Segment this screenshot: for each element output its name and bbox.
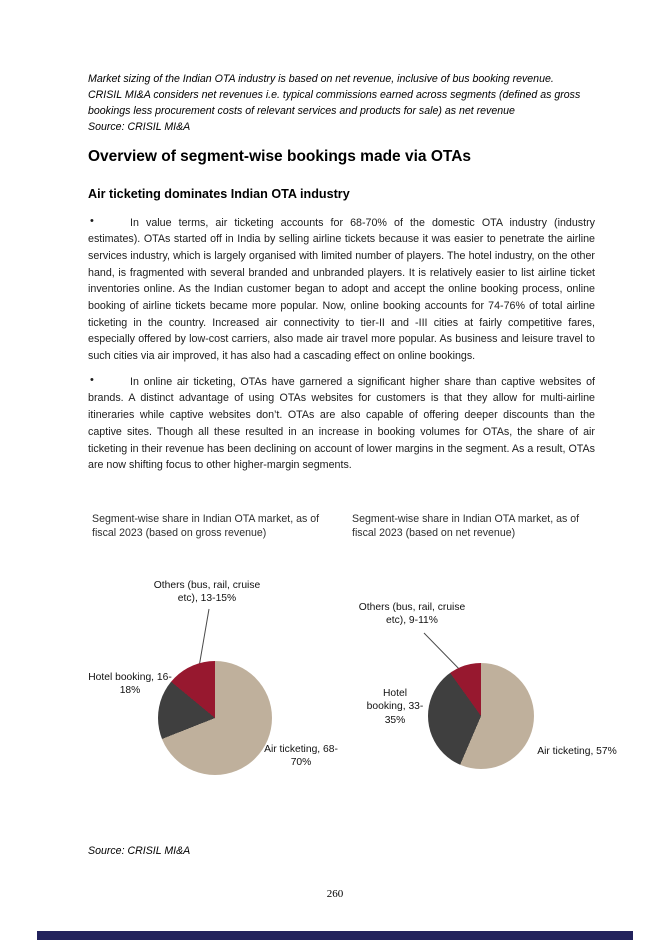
pie-chart-gross-revenue [158, 661, 272, 775]
pie-label-others-gross: Others (bus, rail, cruise etc), 13-15% [153, 579, 261, 605]
pie-label-hotel-gross: Hotel booking, 16-18% [88, 671, 172, 697]
bullet-icon: • [90, 373, 94, 386]
pie-label-others-net: Others (bus, rail, cruise etc), 9-11% [358, 601, 466, 627]
bullet-icon: • [90, 214, 94, 227]
bullet-paragraph-2 [88, 374, 595, 474]
intro-line-1: Market sizing of the Indian OTA industry is based on net revenue, inclusive of bus booking revenue. [88, 73, 554, 85]
page-number: 260 [326, 888, 344, 900]
pie-label-air-net: Air ticketing, 57% [537, 745, 617, 757]
chart-title-net-revenue: Segment-wise share in Indian OTA market, as of fiscal 2023 (based on net revenue) [352, 513, 580, 540]
pie-label-air-gross: Air ticketing, 68-70% [264, 743, 338, 769]
pie-label-hotel-net: Hotel booking, 33-35% [366, 687, 424, 726]
section-subheading: Air ticketing dominates Indian OTA industry [88, 186, 350, 201]
bullet-text-1: In value terms, air ticketing accounts for 68-70% of the domestic OTA industry (industry estimates). OTAs started off in India by selling airline tickets because it was easier to penetrate the airline services industry, which is largely organised with limited number of players. The hotel industry, on the other hand, is fragmented with several branded and unbranded players. It is relatively easier to list airline ticket inventories online. As the Indian customer began to adopt and accept the online booking process, online booking of airline tickets became more popular. Now, online booking accounts for 74-76% of total airline ticketing in the country. Increased air connectivity to tier-II and -III cities at fairly competitive fares, especially offered by low-cost carriers, also made air travel more popular. As business and leisure travel to such cities via air improved, it has also had a cascading effect on online bookings. [88, 216, 595, 363]
chart-titles-row [88, 512, 628, 541]
footer-bar [37, 931, 633, 940]
chart-title-gross-revenue: Segment-wise share in Indian OTA market, as of fiscal 2023 (based on gross revenue) [92, 513, 320, 540]
bullet-paragraph-1 [88, 215, 595, 365]
intro-note [88, 72, 595, 136]
charts-row [88, 549, 628, 799]
charts-section [88, 512, 628, 799]
source-note: Source: CRISIL MI&A [88, 845, 191, 857]
intro-source: Source: CRISIL MI&A [88, 120, 191, 133]
intro-line-2: CRISIL MI&A considers net revenues i.e. typical commissions earned across segments (defined as gross bookings less procurement costs of relevant services and products for sale) as net revenue [88, 88, 581, 117]
bullet-text-2: In online air ticketing, OTAs have garnered a significant higher share than captive websites of brands. A distinct advantage of using OTAs websites for customers is that they allow for multi-airline itineraries while captive websites don’t. OTAs are also capable of offering deeper discounts than the captive sites. Though all these resulted in an increase in booking volumes for OTAs, the share of air ticketing in their revenue has been declining on account of lower margins in the segment. As a result, OTAs are now shifting focus to other higher-margin segments. [88, 375, 595, 472]
page-title: Overview of segment-wise bookings made via OTAs [88, 147, 472, 165]
page-content [88, 72, 595, 474]
pie-chart-net-revenue [428, 663, 534, 769]
